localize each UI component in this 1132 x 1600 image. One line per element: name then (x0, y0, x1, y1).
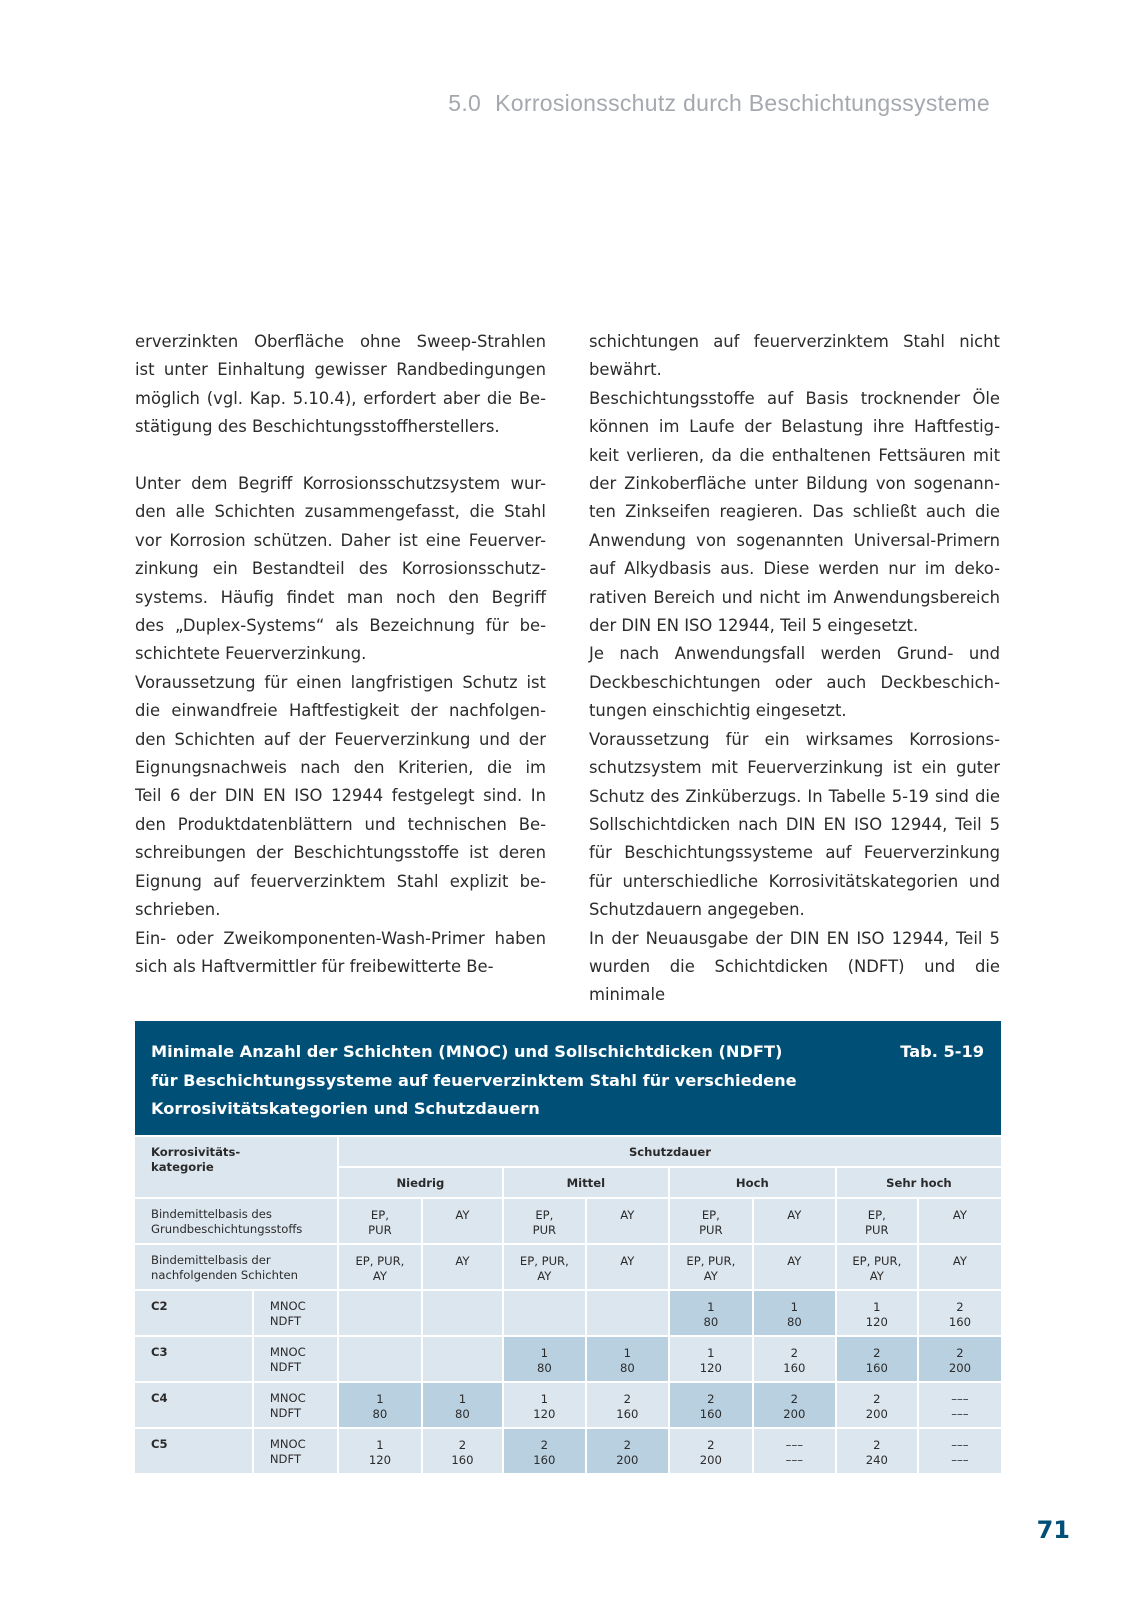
duration-label: Niedrig (396, 1176, 445, 1190)
category-header-text: Korrosivitäts- kategorie (151, 1145, 241, 1175)
binder-value-text: EP, PUR (865, 1208, 889, 1238)
text-line: sich als Haftvermittler für freibewitterte Be- (135, 956, 494, 976)
section-title: Korrosionsschutz durch Beschichtungssysteme (495, 90, 990, 116)
text-line: die einwandfreie Haftfestigkeit der nachfolgen- (135, 701, 546, 721)
text-line: der Zinkoberfläche unter Bildung von sogenann- (589, 474, 1000, 494)
text-line: vor Korrosion schützen. Daher ist eine Feuerver- (135, 530, 546, 550)
binder-value-text: EP, PUR, AY (355, 1254, 405, 1284)
value-text: 2 160 (616, 1392, 639, 1422)
value-cell (754, 1383, 835, 1427)
text-line: stätigung des Beschichtungsstoffherstellers. (135, 417, 500, 437)
text-line: schrieben. (135, 900, 221, 920)
text-line: den alle Schichten zusammengefasst, die Stahl (135, 502, 546, 522)
value-text: 1 80 (619, 1346, 635, 1376)
binder-value (504, 1245, 585, 1289)
table-title-line: für Beschichtungssysteme auf feuerverzinktem Stahl für verschiedene (151, 1070, 797, 1090)
value-cell (754, 1429, 835, 1473)
binder-value-text: AY (620, 1254, 635, 1268)
value-cell (919, 1429, 1001, 1473)
page-number: 71 (1036, 1516, 1070, 1544)
category-label (135, 1337, 252, 1381)
text-line: systems. Häufig findet man noch den Begriff (135, 587, 546, 607)
binder-value (670, 1245, 752, 1289)
value-cell (423, 1429, 502, 1473)
value-text (504, 1291, 585, 1300)
binder-value-text: AY (787, 1254, 802, 1268)
header-row (135, 1137, 1001, 1166)
running-header (448, 90, 990, 117)
value-text: 1 80 (455, 1392, 470, 1422)
value-cell (837, 1337, 917, 1381)
metric-label (254, 1383, 337, 1427)
value-cell (504, 1383, 585, 1427)
category-label-text: C4 (151, 1391, 168, 1405)
value-cell (919, 1337, 1001, 1381)
metric-label (254, 1429, 337, 1473)
binder-value-text: AY (952, 1208, 967, 1222)
value-text: 2 160 (451, 1438, 474, 1468)
value-cell (919, 1383, 1001, 1427)
duration-label: Mittel (566, 1176, 606, 1190)
text-line: Eignungsnachweis nach den Kriterien, die im (135, 758, 546, 778)
binder-label-text: Bindemittelbasis der nachfolgenden Schichten (151, 1253, 298, 1283)
value-cell (339, 1337, 421, 1381)
binder-value-text: EP, PUR (699, 1208, 723, 1238)
text-line: Teil 6 der DIN EN ISO 12944 festgelegt sind. In (135, 786, 546, 806)
category-row (135, 1383, 1001, 1427)
binder-value (837, 1199, 917, 1243)
binder-value-text: EP, PUR, AY (686, 1254, 736, 1284)
binder-value (670, 1199, 752, 1243)
value-text (587, 1291, 668, 1300)
value-cell (504, 1429, 585, 1473)
text-line: Voraussetzung für ein wirksames Korrosions- (589, 729, 1000, 749)
metric-label-text: MNOC NDFT (269, 1299, 306, 1329)
text-line: tungen einschichtig eingesetzt. (589, 701, 847, 721)
value-text: 1 80 (372, 1392, 388, 1422)
binder-value (339, 1245, 421, 1289)
value-cell (919, 1291, 1001, 1335)
value-cell (504, 1337, 585, 1381)
value-text: 2 200 (783, 1392, 806, 1422)
text-line: Deckbeschichtungen oder auch Deckbeschich- (589, 672, 1000, 692)
binder-value-text: AY (952, 1254, 967, 1268)
value-text: 1 80 (536, 1346, 552, 1376)
value-cell (837, 1429, 917, 1473)
metric-label-text: MNOC NDFT (269, 1437, 306, 1467)
binder-value (423, 1245, 502, 1289)
binder-value (339, 1199, 421, 1243)
binder-value (919, 1199, 1001, 1243)
text-line: für Beschichtungssysteme auf Feuerverzinkung (589, 843, 1000, 863)
value-text: 1 80 (703, 1300, 719, 1330)
binder-value (423, 1199, 502, 1243)
binder-value-text: AY (787, 1208, 802, 1222)
binder-value (587, 1199, 668, 1243)
binder-value-text: AY (455, 1208, 470, 1222)
binder-value (504, 1199, 585, 1243)
binder-value (754, 1199, 835, 1243)
binder-row (135, 1245, 1001, 1289)
binder-row (135, 1199, 1001, 1243)
value-text: 1 120 (368, 1438, 391, 1468)
text-line: Ein- oder Zweikomponenten-Wash-Primer haben (135, 928, 546, 948)
text-line: der DIN EN ISO 12944, Teil 5 eingesetzt. (589, 616, 919, 636)
value-cell (754, 1291, 835, 1335)
binder-value-text: EP, PUR, AY (852, 1254, 902, 1284)
value-text: 2 240 (865, 1438, 888, 1468)
value-text: ––– ––– (785, 1438, 804, 1468)
duration-cell (837, 1168, 1001, 1197)
metric-label-text: MNOC NDFT (269, 1345, 306, 1375)
value-cell (754, 1337, 835, 1381)
value-cell (339, 1291, 421, 1335)
value-cell (670, 1383, 752, 1427)
value-cell (423, 1337, 502, 1381)
binder-value (837, 1245, 917, 1289)
value-cell (670, 1337, 752, 1381)
value-text: 2 200 (948, 1346, 971, 1376)
value-cell (837, 1383, 917, 1427)
category-label (135, 1291, 252, 1335)
text-line: ten Zinkseifen reagieren. Das schließt auch die (589, 502, 1000, 522)
text-line: des „Duplex-Systems“ als Bezeichnung für be- (135, 616, 546, 636)
value-text: 2 200 (865, 1392, 888, 1422)
value-text: 2 200 (699, 1438, 722, 1468)
category-label (135, 1383, 252, 1427)
binder-value-text: EP, PUR, AY (519, 1254, 569, 1284)
binder-value-text: AY (455, 1254, 470, 1268)
category-row (135, 1429, 1001, 1473)
value-cell (837, 1291, 917, 1335)
binder-value-text: EP, PUR (368, 1208, 392, 1238)
text-line: ist unter Einhaltung gewisser Randbedingungen (135, 360, 546, 380)
value-cell (339, 1383, 421, 1427)
text-line: schutzsystem mit Feuerverzinkung ist ein guter (589, 758, 1000, 778)
category-label (135, 1429, 252, 1473)
duration-label: Sehr hoch (886, 1176, 952, 1190)
value-cell (587, 1429, 668, 1473)
binder-value (754, 1245, 835, 1289)
value-text: ––– ––– (951, 1438, 969, 1468)
binder-label (135, 1199, 337, 1243)
value-text: ––– ––– (951, 1392, 969, 1422)
text-line: Schutzdauern angegeben. (589, 900, 805, 920)
section-number: 5.0 (448, 90, 482, 116)
category-header (135, 1137, 337, 1197)
table-number: Tab. 5-19 (900, 1042, 984, 1061)
text-line: Unter dem Begriff Korrosionsschutzsystem wur- (135, 474, 546, 494)
category-label-text: C5 (151, 1437, 168, 1451)
value-text: 1 80 (786, 1300, 802, 1330)
right-text-column (589, 328, 1000, 1010)
text-line: auf Alkydbasis aus. Diese werden nur im deko- (589, 559, 1000, 579)
binder-value-text: AY (620, 1208, 635, 1222)
text-line: Je nach Anwendungsfall werden Grund- und (589, 644, 1000, 664)
binder-value (587, 1245, 668, 1289)
value-text: 1 120 (865, 1300, 888, 1330)
text-line: Anwendung von sogenannten Universal-Primern (589, 530, 1000, 550)
category-label-text: C3 (151, 1345, 168, 1359)
value-cell (423, 1291, 502, 1335)
value-cell (670, 1291, 752, 1335)
duration-label: Hoch (735, 1176, 769, 1190)
binder-value (919, 1245, 1001, 1289)
text-line: bewährt. (589, 360, 662, 380)
table-title (151, 1038, 797, 1124)
left-text-column (135, 328, 546, 981)
text-line: rativen Bereich und nicht im Anwendungsbereich (589, 587, 1000, 607)
table-title-line: Minimale Anzahl der Schichten (MNOC) und Sollschichtdicken (NDFT) (151, 1042, 783, 1061)
metric-label (254, 1337, 337, 1381)
text-line: können im Laufe der Belastung ihre Haftfestig- (589, 417, 1000, 437)
value-text: 2 160 (948, 1300, 971, 1330)
table-title-line: Korrosivitätskategorien und Schutzdauern (151, 1099, 540, 1118)
category-row (135, 1337, 1001, 1381)
text-line: zinkung ein Bestandteil des Korrosionsschutz- (135, 559, 546, 579)
duration-cell (339, 1168, 502, 1197)
value-text: 1 120 (533, 1392, 556, 1422)
value-text: 1 120 (699, 1346, 722, 1376)
value-cell (587, 1291, 668, 1335)
binder-label-text: Bindemittelbasis des Grundbeschichtungsstoffs (151, 1207, 303, 1237)
category-row (135, 1291, 1001, 1335)
value-text (339, 1337, 421, 1346)
value-cell (504, 1291, 585, 1335)
text-line: Voraussetzung für einen langfristigen Schutz ist (135, 672, 546, 692)
binder-value-text: EP, PUR (532, 1208, 557, 1238)
text-line: den Produktdatenblättern und technischen Be- (135, 814, 546, 834)
text-line: wurden die Schichtdicken (NDFT) und die minimale (589, 956, 1000, 1005)
value-text: 2 160 (783, 1346, 806, 1376)
text-line: möglich (vgl. Kap. 5.10.4), erfordert aber die Be- (135, 388, 546, 408)
duration-cell (670, 1168, 835, 1197)
value-cell (587, 1337, 668, 1381)
binder-label (135, 1245, 337, 1289)
value-cell (670, 1429, 752, 1473)
duration-header (339, 1137, 1001, 1166)
category-label-text: C2 (151, 1299, 168, 1313)
text-line: für unterschiedliche Korrosivitätskategorien und (589, 871, 1000, 891)
value-cell (423, 1383, 502, 1427)
value-text: 2 160 (699, 1392, 722, 1422)
value-cell (339, 1429, 421, 1473)
text-line: erverzinkten Oberfläche ohne Sweep-Strahlen (135, 332, 546, 351)
text-line: den Schichten auf der Feuerverzinkung und der (135, 729, 546, 749)
text-line: keit verlieren, da die enthaltenen Fettsäuren mit (589, 445, 1000, 465)
text-line: Sollschichtdicken nach DIN EN ISO 12944, Teil 5 (589, 814, 1000, 834)
text-line: Beschichtungsstoffe auf Basis trocknender Öle (589, 388, 1000, 408)
value-text (339, 1291, 421, 1300)
value-text (423, 1337, 502, 1346)
text-line: schichtete Feuerverzinkung. (135, 644, 367, 664)
duration-cell (504, 1168, 668, 1197)
text-line: schichtungen auf feuerverzinktem Stahl nicht (589, 332, 1000, 351)
table-caption (135, 1021, 1001, 1135)
metric-label (254, 1291, 337, 1335)
metric-label-text: MNOC NDFT (269, 1391, 306, 1421)
value-text (423, 1291, 502, 1300)
value-text: 2 160 (865, 1346, 888, 1376)
data-table (133, 1135, 1003, 1475)
table-5-19 (135, 1021, 1001, 1475)
text-line: Eignung auf feuerverzinktem Stahl explizit be- (135, 871, 546, 891)
duration-header-text: Schutzdauer (628, 1145, 711, 1159)
value-text: 2 160 (533, 1438, 556, 1468)
value-cell (587, 1383, 668, 1427)
text-line: schreibungen der Beschichtungsstoffe ist deren (135, 843, 546, 863)
value-text: 2 200 (616, 1438, 639, 1468)
text-line: In der Neuausgabe der DIN EN ISO 12944, Teil 5 (589, 928, 1000, 948)
text-line: Schutz des Zinküberzugs. In Tabelle 5-19 sind die (589, 786, 1000, 806)
